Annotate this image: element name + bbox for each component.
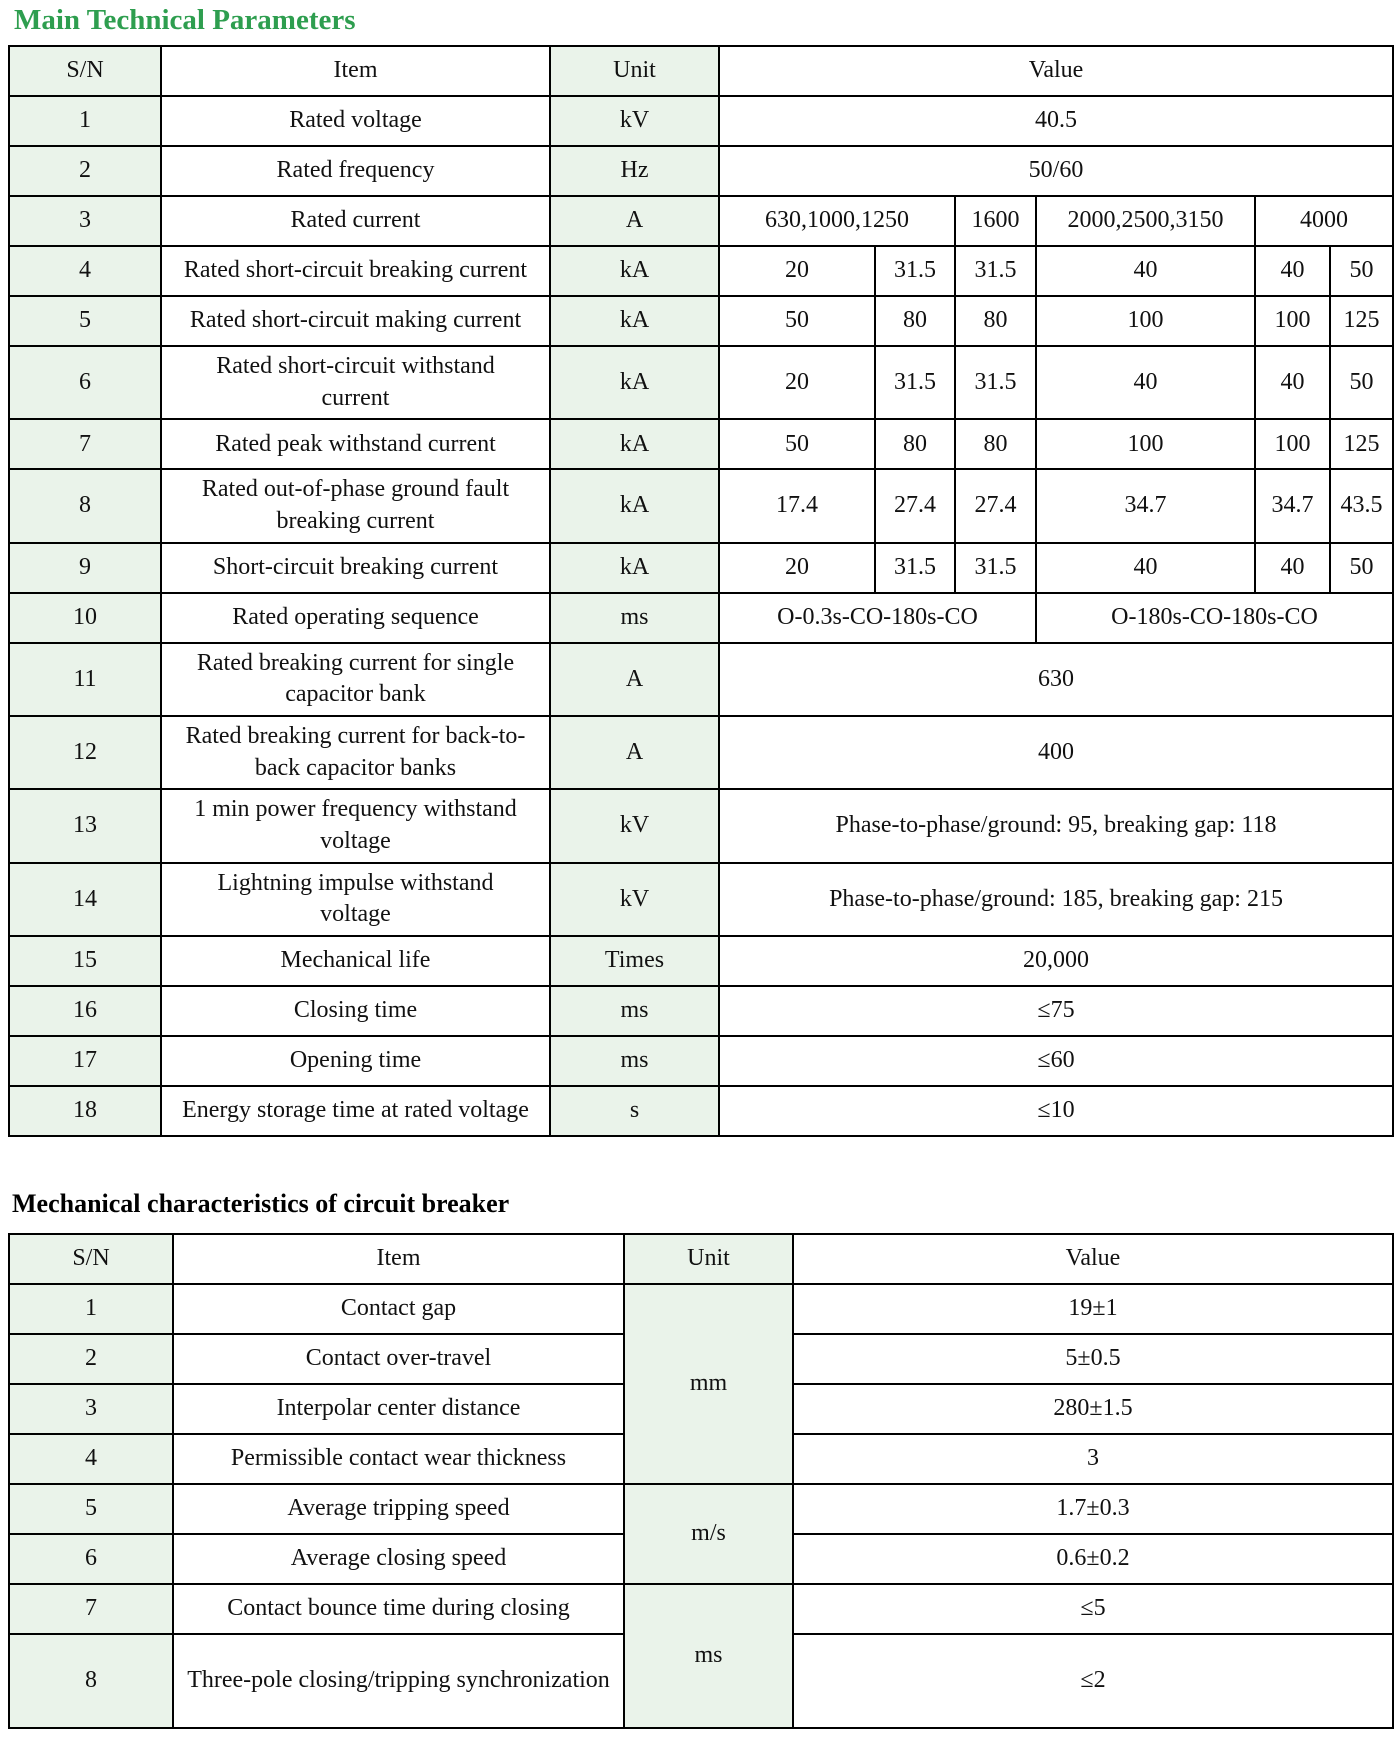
- main-table-row: [9, 246, 1393, 296]
- item-cell: Lightning impulse withstand voltage: [161, 863, 550, 936]
- value-cell: O-0.3s-CO-180s-CO: [719, 593, 1036, 643]
- item-cell: Opening time: [161, 1036, 550, 1086]
- value-cell: 80: [955, 296, 1036, 346]
- unit-cell: A: [550, 716, 719, 789]
- item-cell: Rated breaking current for back-to-back capacitor banks: [161, 716, 550, 789]
- sn-column-header: S/N: [9, 1234, 173, 1284]
- value-cell: ≤5: [793, 1584, 1393, 1634]
- row-number-cell: 5: [9, 1484, 173, 1534]
- main-table-row: [9, 419, 1393, 469]
- value-cell: ≤75: [719, 986, 1393, 1036]
- value-cell: 27.4: [875, 469, 955, 542]
- value-cell: O-180s-CO-180s-CO: [1036, 593, 1393, 643]
- value-cell: 1600: [955, 196, 1036, 246]
- item-cell: Contact gap: [173, 1284, 624, 1334]
- row-number-cell: 10: [9, 593, 161, 643]
- value-cell: 20,000: [719, 936, 1393, 986]
- unit-cell: ms: [550, 986, 719, 1036]
- value-cell: 630,1000,1250: [719, 196, 955, 246]
- value-cell: 31.5: [955, 246, 1036, 296]
- main-table-row: [9, 936, 1393, 986]
- row-number-cell: 2: [9, 146, 161, 196]
- main-table-row: [9, 1086, 1393, 1136]
- item-cell: Average closing speed: [173, 1534, 624, 1584]
- item-cell: Permissible contact wear thickness: [173, 1434, 624, 1484]
- value-cell: 40.5: [719, 96, 1393, 146]
- main-table-row: [9, 146, 1393, 196]
- row-number-cell: 17: [9, 1036, 161, 1086]
- item-column-header: Item: [161, 46, 550, 96]
- mech-table-row: [9, 1484, 1393, 1534]
- item-cell: Energy storage time at rated voltage: [161, 1086, 550, 1136]
- value-cell: 40: [1255, 246, 1330, 296]
- unit-cell: A: [550, 643, 719, 716]
- value-cell: 100: [1255, 419, 1330, 469]
- item-cell: Contact over-travel: [173, 1334, 624, 1384]
- value-cell: 50: [719, 296, 875, 346]
- unit-cell: m/s: [624, 1484, 793, 1584]
- main-table-header-row: [9, 46, 1393, 96]
- unit-cell: kA: [550, 346, 719, 419]
- item-column-header: Item: [173, 1234, 624, 1284]
- row-number-cell: 7: [9, 419, 161, 469]
- value-cell: 5±0.5: [793, 1334, 1393, 1384]
- unit-column-header: Unit: [624, 1234, 793, 1284]
- unit-cell: ms: [550, 593, 719, 643]
- item-cell: Rated short-circuit withstand current: [161, 346, 550, 419]
- row-number-cell: 4: [9, 1434, 173, 1484]
- item-cell: Rated breaking current for single capacitor bank: [161, 643, 550, 716]
- unit-cell: kV: [550, 96, 719, 146]
- value-cell: 50/60: [719, 146, 1393, 196]
- value-cell: 125: [1330, 296, 1393, 346]
- mechanical-characteristics-table: [8, 1233, 1394, 1729]
- main-table-row: [9, 789, 1393, 862]
- page-title: Main Technical Parameters: [14, 4, 356, 36]
- main-parameters-table: [8, 45, 1394, 1137]
- value-cell: 20: [719, 346, 875, 419]
- item-cell: Rated short-circuit making current: [161, 296, 550, 346]
- value-cell: 34.7: [1036, 469, 1255, 542]
- unit-cell: Hz: [550, 146, 719, 196]
- value-cell: 0.6±0.2: [793, 1534, 1393, 1584]
- value-cell: 630: [719, 643, 1393, 716]
- row-number-cell: 8: [9, 1634, 173, 1728]
- unit-cell: kA: [550, 419, 719, 469]
- value-cell: 40: [1036, 543, 1255, 593]
- item-cell: Average tripping speed: [173, 1484, 624, 1534]
- value-cell: 100: [1255, 296, 1330, 346]
- value-cell: 31.5: [955, 543, 1036, 593]
- row-number-cell: 1: [9, 1284, 173, 1334]
- value-cell: 400: [719, 716, 1393, 789]
- value-cell: 43.5: [1330, 469, 1393, 542]
- row-number-cell: 12: [9, 716, 161, 789]
- value-cell: ≤10: [719, 1086, 1393, 1136]
- row-number-cell: 9: [9, 543, 161, 593]
- value-cell: 2000,2500,3150: [1036, 196, 1255, 246]
- value-column-header: Value: [719, 46, 1393, 96]
- unit-cell: mm: [624, 1284, 793, 1484]
- row-number-cell: 6: [9, 346, 161, 419]
- unit-cell: s: [550, 1086, 719, 1136]
- sn-column-header: S/N: [9, 46, 161, 96]
- main-table-row: [9, 643, 1393, 716]
- value-cell: 4000: [1255, 196, 1393, 246]
- unit-column-header: Unit: [550, 46, 719, 96]
- row-number-cell: 6: [9, 1534, 173, 1584]
- section-title-mechanical: Mechanical characteristics of circuit breaker: [12, 1189, 510, 1219]
- value-cell: 80: [875, 419, 955, 469]
- item-cell: Rated peak withstand current: [161, 419, 550, 469]
- item-cell: 1 min power frequency withstand voltage: [161, 789, 550, 862]
- item-cell: Rated short-circuit breaking current: [161, 246, 550, 296]
- unit-cell: Times: [550, 936, 719, 986]
- mech-table-header-row: [9, 1234, 1393, 1284]
- value-cell: 34.7: [1255, 469, 1330, 542]
- main-table-row: [9, 346, 1393, 419]
- row-number-cell: 13: [9, 789, 161, 862]
- unit-cell: kA: [550, 543, 719, 593]
- unit-cell: kV: [550, 863, 719, 936]
- value-cell: 27.4: [955, 469, 1036, 542]
- value-cell: Phase-to-phase/ground: 185, breaking gap: 215: [719, 863, 1393, 936]
- row-number-cell: 15: [9, 936, 161, 986]
- value-cell: Phase-to-phase/ground: 95, breaking gap: 118: [719, 789, 1393, 862]
- unit-cell: kA: [550, 469, 719, 542]
- value-cell: 100: [1036, 419, 1255, 469]
- row-number-cell: 7: [9, 1584, 173, 1634]
- item-cell: Three-pole closing/tripping synchronization: [173, 1634, 624, 1728]
- row-number-cell: 16: [9, 986, 161, 1036]
- value-cell: 31.5: [875, 543, 955, 593]
- row-number-cell: 2: [9, 1334, 173, 1384]
- mech-table-row: [9, 1584, 1393, 1634]
- item-cell: Rated operating sequence: [161, 593, 550, 643]
- row-number-cell: 8: [9, 469, 161, 542]
- value-cell: 31.5: [875, 346, 955, 419]
- row-number-cell: 1: [9, 96, 161, 146]
- item-cell: Rated out-of-phase ground fault breaking current: [161, 469, 550, 542]
- main-table-row: [9, 593, 1393, 643]
- value-cell: 100: [1036, 296, 1255, 346]
- unit-cell: kA: [550, 296, 719, 346]
- value-cell: 50: [1330, 346, 1393, 419]
- main-table-row: [9, 96, 1393, 146]
- value-cell: 20: [719, 246, 875, 296]
- mech-table-row: [9, 1284, 1393, 1334]
- value-cell: 40: [1255, 346, 1330, 419]
- item-cell: Contact bounce time during closing: [173, 1584, 624, 1634]
- unit-cell: A: [550, 196, 719, 246]
- value-cell: 31.5: [955, 346, 1036, 419]
- value-cell: 3: [793, 1434, 1393, 1484]
- value-cell: 17.4: [719, 469, 875, 542]
- unit-cell: ms: [550, 1036, 719, 1086]
- value-cell: 50: [1330, 543, 1393, 593]
- value-column-header: Value: [793, 1234, 1393, 1284]
- unit-cell: ms: [624, 1584, 793, 1728]
- row-number-cell: 11: [9, 643, 161, 716]
- item-cell: Short-circuit breaking current: [161, 543, 550, 593]
- main-table-row: [9, 716, 1393, 789]
- row-number-cell: 3: [9, 196, 161, 246]
- main-table-row: [9, 1036, 1393, 1086]
- value-cell: 31.5: [875, 246, 955, 296]
- main-table-row: [9, 543, 1393, 593]
- item-cell: Interpolar center distance: [173, 1384, 624, 1434]
- row-number-cell: 3: [9, 1384, 173, 1434]
- main-table-row: [9, 469, 1393, 542]
- value-cell: 280±1.5: [793, 1384, 1393, 1434]
- unit-cell: kA: [550, 246, 719, 296]
- value-cell: 40: [1036, 346, 1255, 419]
- item-cell: Rated current: [161, 196, 550, 246]
- item-cell: Mechanical life: [161, 936, 550, 986]
- value-cell: 40: [1255, 543, 1330, 593]
- value-cell: 50: [719, 419, 875, 469]
- value-cell: ≤60: [719, 1036, 1393, 1086]
- main-table-row: [9, 296, 1393, 346]
- row-number-cell: 14: [9, 863, 161, 936]
- value-cell: 50: [1330, 246, 1393, 296]
- main-table-row: [9, 863, 1393, 936]
- unit-cell: kV: [550, 789, 719, 862]
- item-cell: Rated voltage: [161, 96, 550, 146]
- item-cell: Rated frequency: [161, 146, 550, 196]
- row-number-cell: 5: [9, 296, 161, 346]
- value-cell: 80: [875, 296, 955, 346]
- value-cell: 40: [1036, 246, 1255, 296]
- item-cell: Closing time: [161, 986, 550, 1036]
- value-cell: 125: [1330, 419, 1393, 469]
- main-table-row: [9, 986, 1393, 1036]
- main-table-row: [9, 196, 1393, 246]
- value-cell: 20: [719, 543, 875, 593]
- value-cell: ≤2: [793, 1634, 1393, 1728]
- row-number-cell: 18: [9, 1086, 161, 1136]
- value-cell: 1.7±0.3: [793, 1484, 1393, 1534]
- value-cell: 19±1: [793, 1284, 1393, 1334]
- value-cell: 80: [955, 419, 1036, 469]
- row-number-cell: 4: [9, 246, 161, 296]
